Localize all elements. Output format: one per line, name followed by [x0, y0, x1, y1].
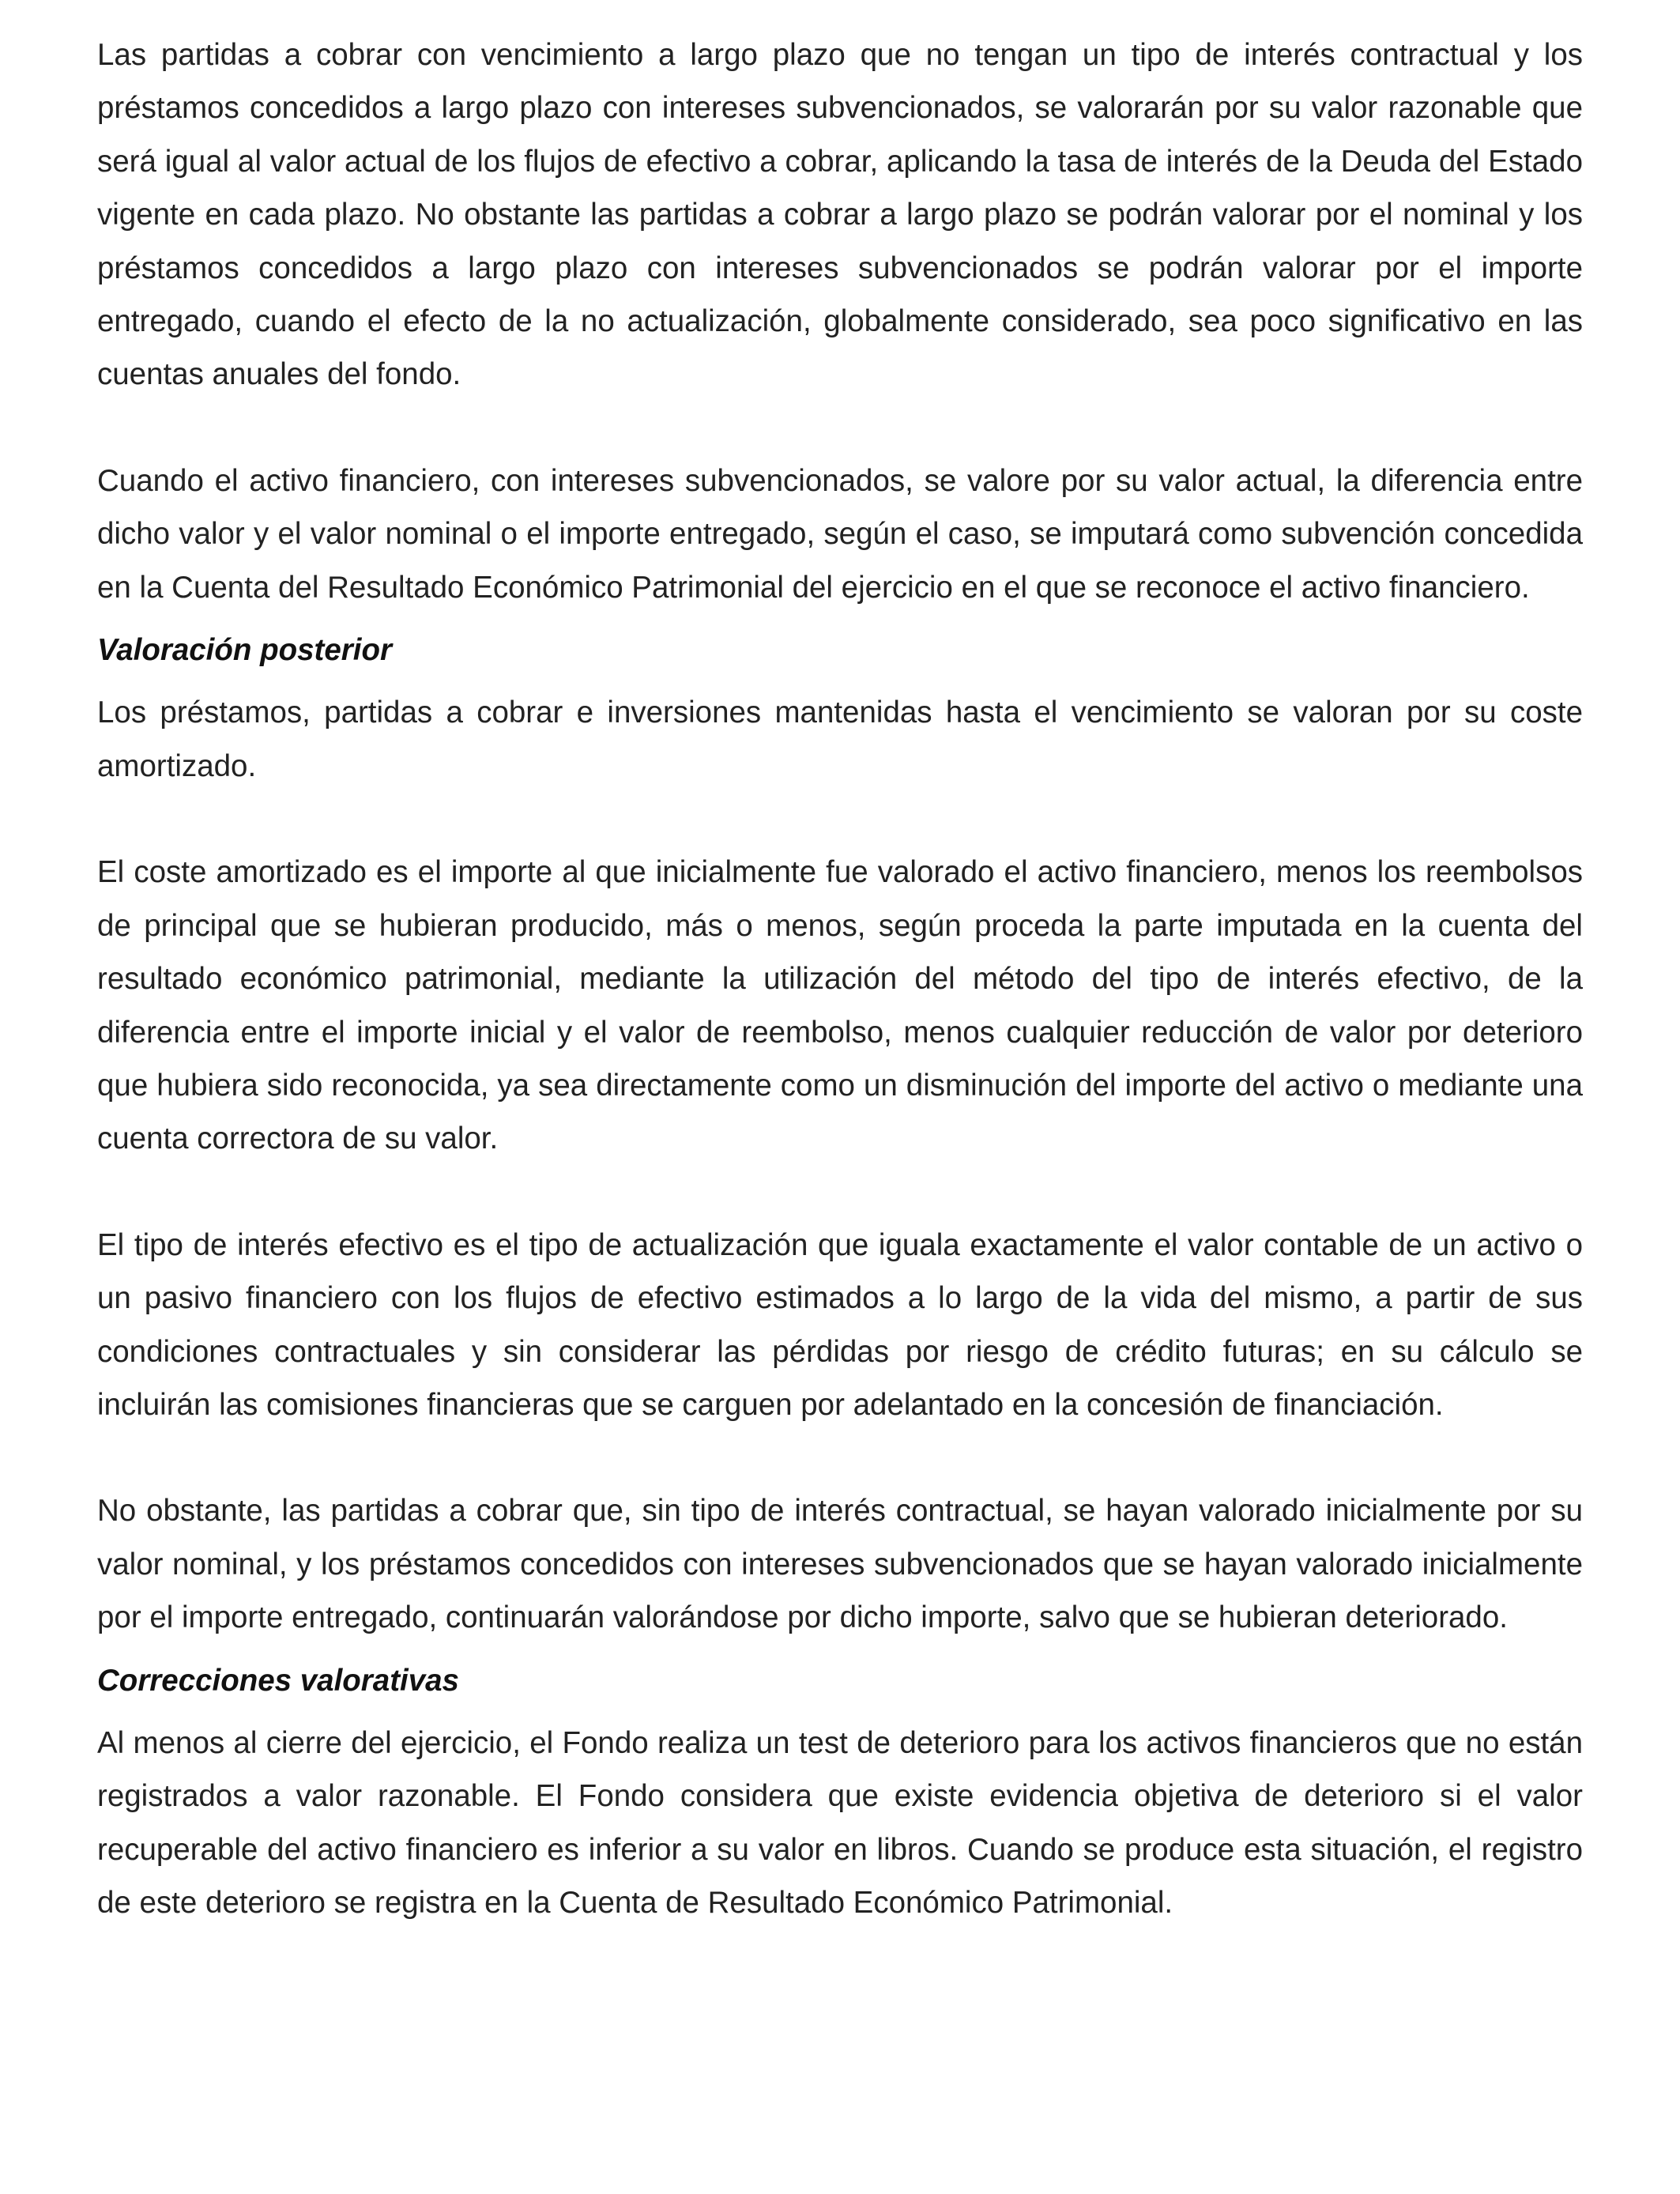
paragraph-tipo-interes-efectivo: El tipo de interés efectivo es el tipo de actualización que iguala exactamente el valor contable de un activo o un pasivo financiero con los flujos de efectivo estimados a lo largo de la vida del mismo, a partir de sus condiciones contractuales y sin considerar las pérdidas por riesgo de crédito futuras; en su cálculo se incluirán las comisiones financieras que se carguen por adelantado en la concesión de financiación. — [97, 1227, 1583, 1422]
paragraph-coste-amortizado-intro: Los préstamos, partidas a cobrar e inversiones mantenidas hasta el vencimiento se valoran por su coste amortizado. — [97, 696, 1583, 783]
paragraph-test-deterioro: Al menos al cierre del ejercicio, el Fondo realiza un test de deterioro para los activos financieros que no están registrados a valor razonable. El Fondo considera que existe evidencia objetiva de deterioro si el valor recuperable del activo financiero es inferior a su valor en libros. Cuando se produce esta situación, el registro de este deterioro se registra en la Cuenta de Resultado Económico Patrimonial. — [97, 1725, 1583, 1921]
paragraph-intereses-subvencionados: Cuando el activo financiero, con intereses subvencionados, se valore por su valor actual, la diferencia entre dicho valor y el valor nominal o el importe entregado, según el caso, se imputará como subvención concedida en la Cuenta del Resultado Económico Patrimonial del ejercicio en el que se reconoce el activo financiero. — [97, 463, 1583, 605]
paragraph-coste-amortizado-definicion: El coste amortizado es el importe al que inicialmente fue valorado el activo financiero, menos los reembolsos de principal que se hubieran producido, más o menos, según proceda la parte imputada en la cuenta del resultado económico patrimonial, mediante la utilización del método del tipo de interés efectivo, de la diferencia entre el importe inicial y el valor de reembolso, menos cualquier reducción de valor por deterioro que hubiera sido reconocida, ya sea directamente como un disminución del importe del activo o mediante una cuenta correctora de su valor. — [97, 855, 1583, 1156]
paragraph-partidas-largo-plazo: Las partidas a cobrar con vencimiento a largo plazo que no tengan un tipo de interés contractual y los préstamos concedidos a largo plazo con intereses subvencionados, se valorarán por su valor razonable que será igual al valor actual de los flujos de efectivo a cobrar, aplicando la tasa de interés de la Deuda del Estado vigente en cada plazo. No obstante las partidas a cobrar a largo plazo se podrán valorar por el nominal y los préstamos concedidos a largo plazo con intereses subvencionados se podrán valorar por el importe entregado, cuando el efecto de la no actualización, globalmente considerado, sea poco significativo en las cuentas anuales del fondo. — [97, 38, 1583, 392]
document-body — [97, 28, 1583, 1930]
heading-correcciones-valorativas: Correcciones valorativas — [97, 1663, 459, 1698]
paragraph-no-obstante: No obstante, las partidas a cobrar que, sin tipo de interés contractual, se hayan valorado inicialmente por su valor nominal, y los préstamos concedidos con intereses subvencionados que se hayan valorado inicialmente por el importe entregado, continuarán valorándose por dicho importe, salvo que se hubieran deteriorado. — [97, 1494, 1583, 1635]
heading-valoracion-posterior: Valoración posterior — [97, 633, 392, 668]
